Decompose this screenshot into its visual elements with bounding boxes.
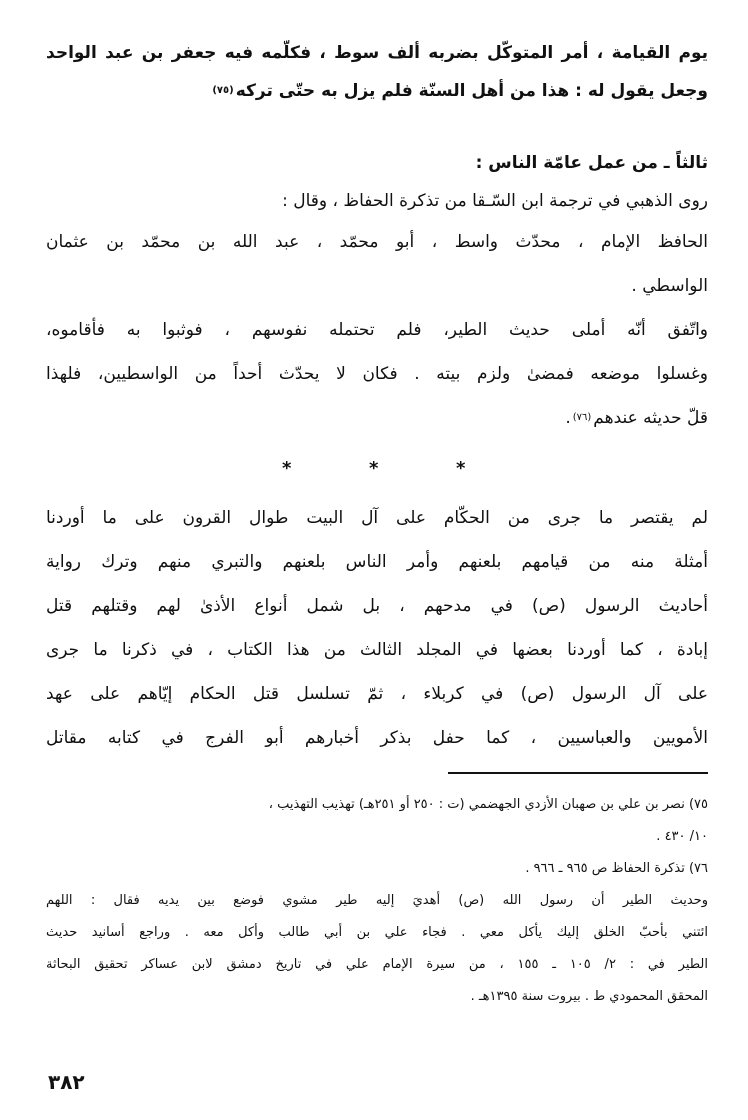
quote-line-1 [46, 220, 708, 264]
text-line: الواسطي . [631, 276, 708, 296]
text-line: على آل الرسول (ص) في كربلاء ، ثمّ تسلسل قتل الحكام إيّاهم على عهد [46, 684, 708, 704]
section-separator [0, 458, 748, 482]
main-line-4 [46, 628, 708, 672]
heading-text: ثالثاً ـ من عمل عامّة الناس : [475, 153, 708, 173]
quote-line-5: قلّ حديثه عندهم (٧٦) . [565, 408, 708, 428]
main-paragraph [46, 496, 708, 760]
text-line: إبادة ، كما أوردنا بعضها في المجلد الثالث من هذا الكتاب ، في ذكرنا ما جرى [46, 640, 708, 660]
text-line: الأمويين والعباسيين ، كما حفل بذكر أخبارهم أبو الفرج في كتابه مقاتل [46, 728, 708, 748]
footnote-75-line-2 [46, 820, 708, 852]
footnote-76-line-1 [46, 852, 708, 884]
text-line: أحاديث الرسول (ص) في مدحهم ، بل شمل أنواع الأذىٰ لهم وقتلهم قتل [46, 596, 708, 616]
top-paragraph-line-2: وجعل يقول له : هذا من أهل السنّة فلم يزل به حتّى تركه (٧٥) [212, 81, 708, 101]
text-line: واتّفق أنّه أملى حديث الطير، فلم تحتمله نفوسهم ، فوثبوا به فأقاموه، [46, 320, 708, 340]
text-line: وغسلوا موضعه فمضىٰ ولزم بيته . فكان لا يحدّث أحداً من الواسطيين، فلهذا [46, 364, 708, 384]
main-line-6 [46, 716, 708, 760]
text-line: يوم القيامة ، أمر المتوكّل بضربه ألف سوط ، فكلّمه فيه جعفر بن عبد الواحد [46, 43, 708, 63]
footnote-76-line-4 [46, 948, 708, 980]
footnote-75-line-1 [46, 788, 708, 820]
intro-text: روى الذهبي في ترجمة ابن السّـقا من تذكرة الحفاظ ، وقال : [282, 191, 708, 211]
main-line-5 [46, 672, 708, 716]
asterisk-icon: * [369, 458, 379, 479]
quote-line-3 [46, 308, 708, 352]
footnote-text: ٧٥) نصر بن علي بن صهبان الأزدي الجهضمي (ت : ٢٥٠ أو ٢٥١هـ) تهذيب التهذيب ، [268, 796, 708, 812]
text-line: الحافظ الإمام ، محدّث واسط ، أبو محمّد ، عبد الله بن محمّد بن عثمان [46, 232, 708, 252]
asterisk-icon: * [282, 458, 292, 479]
section-heading [46, 144, 708, 182]
main-line-3 [46, 584, 708, 628]
page-body [46, 34, 708, 440]
text-line: لم يقتصر ما جرى من الحكّام على آل البيت طوال القرون على ما أوردنا [46, 508, 708, 528]
main-line-1 [46, 496, 708, 540]
asterisk-icon: * [456, 458, 466, 479]
footnote-divider [448, 772, 708, 774]
quote-line-2 [46, 264, 708, 308]
footnote-76-line-2 [46, 884, 708, 916]
footnotes [46, 788, 708, 1012]
footnote-text: المحقق المحمودي ط . بيروت سنة ١٣٩٥هـ . [470, 988, 708, 1004]
period: . [565, 408, 571, 428]
text-line: وجعل يقول له : هذا من أهل السنّة فلم يزل به حتّى تركه [235, 81, 708, 101]
footnote-76-line-5 [46, 980, 708, 1012]
text-line: قلّ حديثه عندهم [593, 408, 708, 428]
main-line-2 [46, 540, 708, 584]
footnote-text: ٧٦) تذكرة الحفاظ ص ٩٦٥ ـ ٩٦٦ . [525, 860, 708, 876]
quote-line-4 [46, 352, 708, 396]
footnote-text: ائتني بأحبّ الخلق إليك يأكل معي . فجاء علي بن أبي طالب وأكل معه . وراجع أسانيد حديث [46, 924, 708, 940]
footnote-text: الطير في : ٢/ ١٠٥ ـ ١٥٥ ، من سيرة الإمام علي في تاريخ دمشق لابن عساكر تحقيق البحاثة [46, 956, 708, 972]
footnote-text: وحديث الطير أن رسول الله (ص) أهديَ إليه طير مشوي فوضع بين يديه فقال : اللهم [46, 892, 708, 908]
footnote-text: ١٠/ ٤٣٠ . [656, 828, 708, 844]
section-intro [46, 182, 708, 220]
page-number: ٣٨٢ [48, 1070, 85, 1094]
footnote-76-line-3 [46, 916, 708, 948]
text-line: أمثلة منه من قيامهم بلعنهم وأمر الناس بلعنهم والتبري منهم وترك رواية [46, 552, 708, 572]
top-paragraph-line-1 [46, 34, 708, 72]
